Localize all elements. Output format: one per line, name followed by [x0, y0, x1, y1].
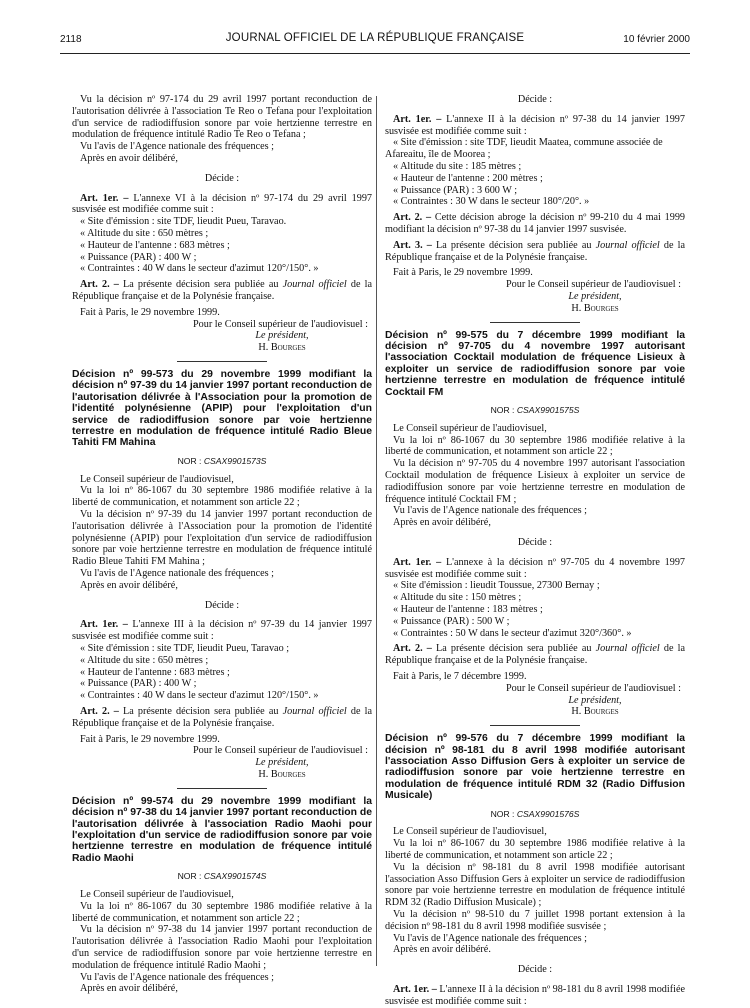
article-1: [72, 619, 372, 643]
decision-title: Décision nº 99-575 du 7 décembre 1999 modifiant la décision nº 97-705 du 4 novembre 1997 autorisant l'association Cocktail modulation de fréquence Lisieux à exploiter un service de radiodiffusion sonore par voie hertzienne terrestre en modulation de fréquence intitulé Cocktail FM: [385, 329, 685, 398]
list-item: « Contraintes : 40 W dans le secteur d'azimut 120°/150°. »: [80, 690, 319, 702]
article-1: [72, 193, 372, 217]
signature-line: Pour le Conseil supérieur de l'audiovisuel :: [193, 745, 368, 757]
article-label: Art. 1er. –: [393, 113, 442, 125]
list-item: « Site d'émission : site TDF, lieudit Maatea, commune associée de Afareaitu, île de Moorea ;: [385, 137, 663, 161]
role-text: Le président,: [568, 694, 622, 706]
list-item: « Altitude du site : 150 mètres ;: [393, 592, 522, 604]
paragraph: Après en avoir délibéré,: [80, 152, 178, 164]
role-text: Le président,: [255, 330, 309, 342]
article-label: Art. 2. –: [393, 212, 432, 224]
paragraph: Vu la décision nº 98-510 du 7 juillet 1998 portant extension à la décision nº 98-181 du 8 avril 1998 modifiée susvisée ;: [385, 908, 685, 932]
nor-reference: [385, 809, 685, 821]
article-2: [72, 279, 372, 303]
decide-heading: Décide :: [517, 964, 553, 976]
paragraph: Vu la loi nº 86-1067 du 30 septembre 1986 modifiée relative à la liberté de communication, et notamment son article 22 ;: [72, 900, 372, 924]
journal-title: JOURNAL OFFICIEL DE LA RÉPUBLIQUE FRANÇAISE: [225, 32, 525, 44]
paragraph: Après en avoir délibéré,: [393, 517, 491, 529]
article-2: [72, 706, 372, 730]
decide-heading: Décide :: [517, 94, 553, 105]
journal-name: Journal officiel: [595, 643, 660, 655]
signature-role: [385, 695, 685, 707]
article-2: [385, 643, 685, 667]
paragraph: Après en avoir délibéré.: [393, 944, 491, 956]
nor-label: NOR :: [490, 404, 515, 415]
article-label: Art. 1er. –: [393, 983, 437, 995]
fait-line: Fait à Paris, le 29 novembre 1999.: [80, 306, 220, 318]
paragraph: Vu l'avis de l'Agence nationale des fréquences ;: [80, 567, 274, 579]
list-item: « Altitude du site : 185 mètres ;: [393, 160, 522, 172]
article-text: de la République française et de la Polynésie française.: [72, 279, 373, 302]
list-item: « Hauteur de l'antenne : 683 mètres ;: [80, 239, 230, 251]
article-text: de la République française et de la Polynésie française.: [385, 643, 686, 667]
article-text: L'annexe II à la décision nº 97-38 du 14 janvier 1997 susvisée est modifiée comme suit :: [385, 113, 685, 137]
signature-line: Pour le Conseil supérieur de l'audiovisuel :: [506, 682, 681, 694]
nor-reference: [385, 405, 685, 417]
decide-heading: Décide :: [517, 536, 553, 548]
issue-date: 10 février 2000: [623, 34, 690, 45]
article-1: [385, 557, 685, 581]
list-item: « Contraintes : 40 W dans le secteur d'azimut 120°/150°. »: [80, 263, 319, 275]
fait-line: Fait à Paris, le 29 novembre 1999.: [80, 733, 220, 745]
article-text: de la République française et de la Polynésie française.: [385, 239, 686, 263]
paragraph: Vu la décision nº 97-39 du 14 janvier 1997 portant reconduction de l'autorisation délivrée à l'Association pour la promotion de l'identité polynésienne (APIP) pour l'exploitation d'un service de radiodiffusion sonore par voie hertzienne terrestre en modulation de fréquence intitulé Radio Bleue Tahiti FM Mahina ;: [72, 508, 372, 568]
article-label: Art. 1er. –: [80, 192, 129, 204]
paragraph: Vu la loi nº 86-1067 du 30 septembre 1986 modifiée relative à la liberté de communication, et notamment son article 22 ;: [72, 485, 372, 509]
paragraph: Vu l'avis de l'Agence nationale des fréquences ;: [80, 971, 274, 983]
article-text: Cette décision abroge la décision nº 99-210 du 4 mai 1999 modifiant la décision nº 97-38 du 14 janvier 1997 susvisée.: [385, 212, 686, 235]
decide-heading: Décide :: [204, 599, 240, 611]
signature-role: [385, 291, 685, 303]
list-item: « Hauteur de l'antenne : 200 mètres ;: [393, 172, 543, 184]
article-label: Art. 2. –: [80, 279, 119, 291]
article-text: L'annexe II à la décision nº 98-181 du 8 avril 1998 modifiée susvisée est modifiée comme suit :: [385, 983, 685, 1007]
article-label: Art. 2. –: [393, 643, 432, 655]
decision-title: Décision nº 99-574 du 29 novembre 1999 modifiant la décision nº 97-38 du 14 janvier 1997 portant reconduction de l'autorisation délivrée à l'association Radio Maohi pour l'exploitation d'un service de radiodiffusion sonore par voie hertzienne terrestre en modulation de fréquence intitulé Radio Maohi: [72, 795, 372, 864]
nor-label: NOR :: [490, 808, 515, 819]
list-item: « Puissance (PAR) : 400 W ;: [80, 251, 197, 263]
nor-label: NOR :: [177, 455, 202, 466]
list-item: « Hauteur de l'antenne : 683 mètres ;: [80, 666, 230, 678]
list-item: « Contraintes : 50 W dans le secteur d'azimut 320°/360°. »: [393, 627, 632, 639]
journal-name: Journal officiel: [282, 705, 347, 717]
role-text: Le président,: [255, 757, 309, 769]
paragraph: Vu l'avis de l'Agence nationale des fréquences ;: [393, 932, 587, 944]
article-text: de la République française et de la Polynésie française.: [72, 705, 373, 729]
section-divider: [177, 788, 267, 789]
list-item: « Site d'émission : lieudit Toussue, 27300 Bernay ;: [393, 580, 600, 592]
paragraph: Après en avoir délibéré,: [80, 983, 178, 995]
signature-line: Pour le Conseil supérieur de l'audiovisuel :: [506, 279, 681, 291]
signature-name: H. Bourges: [258, 342, 306, 354]
paragraph: Vu la décision nº 98-181 du 8 avril 1998 modifiée autorisant l'association Asso Diffusion Gers à exploiter un service de radiodiffusion sonore par voie hertzienne terrestre en modulation de fréquence intitulé RDM 32 (Radio Diffusion Musicale) ;: [385, 861, 685, 909]
nor-code: CSAX9901576S: [516, 808, 580, 819]
decision-title: Décision nº 99-576 du 7 décembre 1999 modifiant la décision nº 98-181 du 8 avril 1998 modifiée autorisant l'association Asso Diffusion Gers à exploiter un service de radiodiffusion sonore par voie hertzienne terrestre en modulation de fréquence intitulé RDM 32 (Radio Diffusion Musicale): [385, 733, 685, 802]
decision-title: Décision nº 99-573 du 29 novembre 1999 modifiant la décision nº 97-39 du 14 janvier 1997 portant reconduction de l'autorisation délivrée à l'Association pour la promotion de l'identité polynésienne (APIP) pour l'exploitation d'un service de radiodiffusion sonore par voie hertzienne terrestre en modulation de fréquence intitulé Radio Bleue Tahiti FM Mahina: [72, 368, 372, 449]
left-column: [72, 94, 372, 995]
article-2: [385, 212, 685, 236]
list-item: « Puissance (PAR) : 500 W ;: [393, 615, 510, 627]
article-text: L'annexe à la décision nº 97-705 du 4 novembre 1997 susvisée est modifiée comme suit :: [385, 556, 686, 580]
section-divider: [490, 322, 580, 323]
article-text: La présente décision sera publiée au: [436, 239, 596, 251]
list-item: « Contraintes : 30 W dans le secteur 180°/20°. »: [393, 196, 590, 208]
signature-role: [72, 757, 372, 769]
article-1: [385, 114, 685, 138]
article-label: Art. 1er. –: [393, 556, 442, 568]
signature-line: Pour le Conseil supérieur de l'audiovisuel :: [193, 318, 368, 330]
paragraph: Vu la loi nº 86-1067 du 30 septembre 1986 modifiée relative à la liberté de communication, et notamment son article 22 ;: [385, 838, 685, 861]
article-text: La présente décision sera publiée au: [123, 705, 283, 717]
paragraph: Vu la loi nº 86-1067 du 30 septembre 1986 modifiée relative à la liberté de communication, et notamment son article 22 ;: [385, 434, 685, 458]
article-text: La présente décision sera publiée au: [436, 643, 596, 655]
signature-name: H. Bourges: [258, 768, 306, 780]
list-item: « Site d'émission : site TDF, lieudit Pueu, Taravao ;: [80, 642, 290, 654]
article-3: [385, 240, 685, 264]
column-separator: [376, 96, 377, 966]
section-divider: [177, 361, 267, 362]
paragraph: Vu la décision nº 97-38 du 14 janvier 1997 portant reconduction de l'autorisation délivrée à l'association Radio Maohi pour l'exploitation d'un service de radiodiffusion sonore par voie hertzienne terrestre en modulation de fréquence intitulé Radio Maohi ;: [72, 924, 372, 971]
paragraph: Vu l'avis de l'Agence nationale des fréquences ;: [393, 505, 587, 517]
article-label: Art. 1er. –: [80, 619, 128, 631]
list-item: « Site d'émission : site TDF, lieudit Pueu, Taravao.: [80, 216, 287, 228]
journal-name: Journal officiel: [595, 239, 660, 251]
paragraph: Le Conseil supérieur de l'audiovisuel,: [80, 473, 234, 485]
decide-heading: Décide :: [204, 172, 240, 184]
paragraph: Le Conseil supérieur de l'audiovisuel,: [393, 826, 547, 838]
nor-label: NOR :: [177, 871, 202, 882]
page-header: [60, 30, 690, 50]
signature-name: H. Bourges: [571, 706, 619, 718]
journal-name: Journal officiel: [282, 279, 347, 291]
paragraph: Vu la décision nº 97-705 du 4 novembre 1997 autorisant l'association Cocktail modulation de fréquence Lisieux à exploiter un service de radiodiffusion sonore par voie hertzienne terrestre en modulation de fréquence intitulé Cocktail FM ;: [385, 458, 685, 505]
fait-line: Fait à Paris, le 7 décembre 1999.: [393, 670, 527, 682]
paragraph: Après en avoir délibéré,: [80, 579, 178, 591]
article-text: L'annexe III à la décision nº 97-39 du 14 janvier 1997 susvisée est modifiée comme suit :: [72, 619, 372, 643]
list-item: « Puissance (PAR) : 400 W ;: [80, 678, 197, 690]
article-text: La présente décision sera publiée au: [123, 279, 283, 291]
right-column: [385, 94, 685, 1008]
paragraph: Vu l'avis de l'Agence nationale des fréquences ;: [80, 141, 274, 153]
list-item: « Altitude du site : 650 mètres ;: [80, 654, 209, 666]
list-item: « Puissance (PAR) : 3 600 W ;: [393, 184, 518, 196]
article-1: [385, 984, 685, 1008]
page-number: 2118: [60, 34, 82, 45]
fait-line: Fait à Paris, le 29 novembre 1999.: [393, 267, 533, 279]
nor-code: CSAX9901574S: [203, 871, 267, 882]
article-label: Art. 2. –: [80, 705, 119, 717]
header-rule: [60, 53, 690, 54]
role-text: Le président,: [568, 290, 622, 302]
section-divider: [490, 725, 580, 726]
paragraph: Vu la décision nº 97-174 du 29 avril 1997 portant reconduction de l'autorisation délivrée à l'association Te Reo o Tefana pour l'exploitation d'un service de radiodiffusion sonore par voie hertzienne terrestre en modulation de fréquence intitulé Radio Te Reo o Tefana ;: [72, 94, 372, 141]
article-text: L'annexe VI à la décision nº 97-174 du 29 avril 1997 susvisée est modifiée comme suit :: [72, 192, 373, 216]
signature-name: H. Bourges: [571, 302, 619, 314]
signature-role: [72, 330, 372, 342]
paragraph: Le Conseil supérieur de l'audiovisuel,: [393, 422, 547, 434]
nor-code: CSAX9901573S: [203, 455, 267, 466]
paragraph: Le Conseil supérieur de l'audiovisuel,: [80, 888, 234, 900]
nor-code: CSAX9901575S: [516, 404, 580, 415]
nor-reference: [72, 871, 372, 883]
list-item: « Hauteur de l'antenne : 183 mètres ;: [393, 603, 543, 615]
article-label: Art. 3. –: [393, 239, 432, 251]
nor-reference: [72, 456, 372, 468]
list-item: « Altitude du site : 650 mètres ;: [80, 227, 209, 239]
